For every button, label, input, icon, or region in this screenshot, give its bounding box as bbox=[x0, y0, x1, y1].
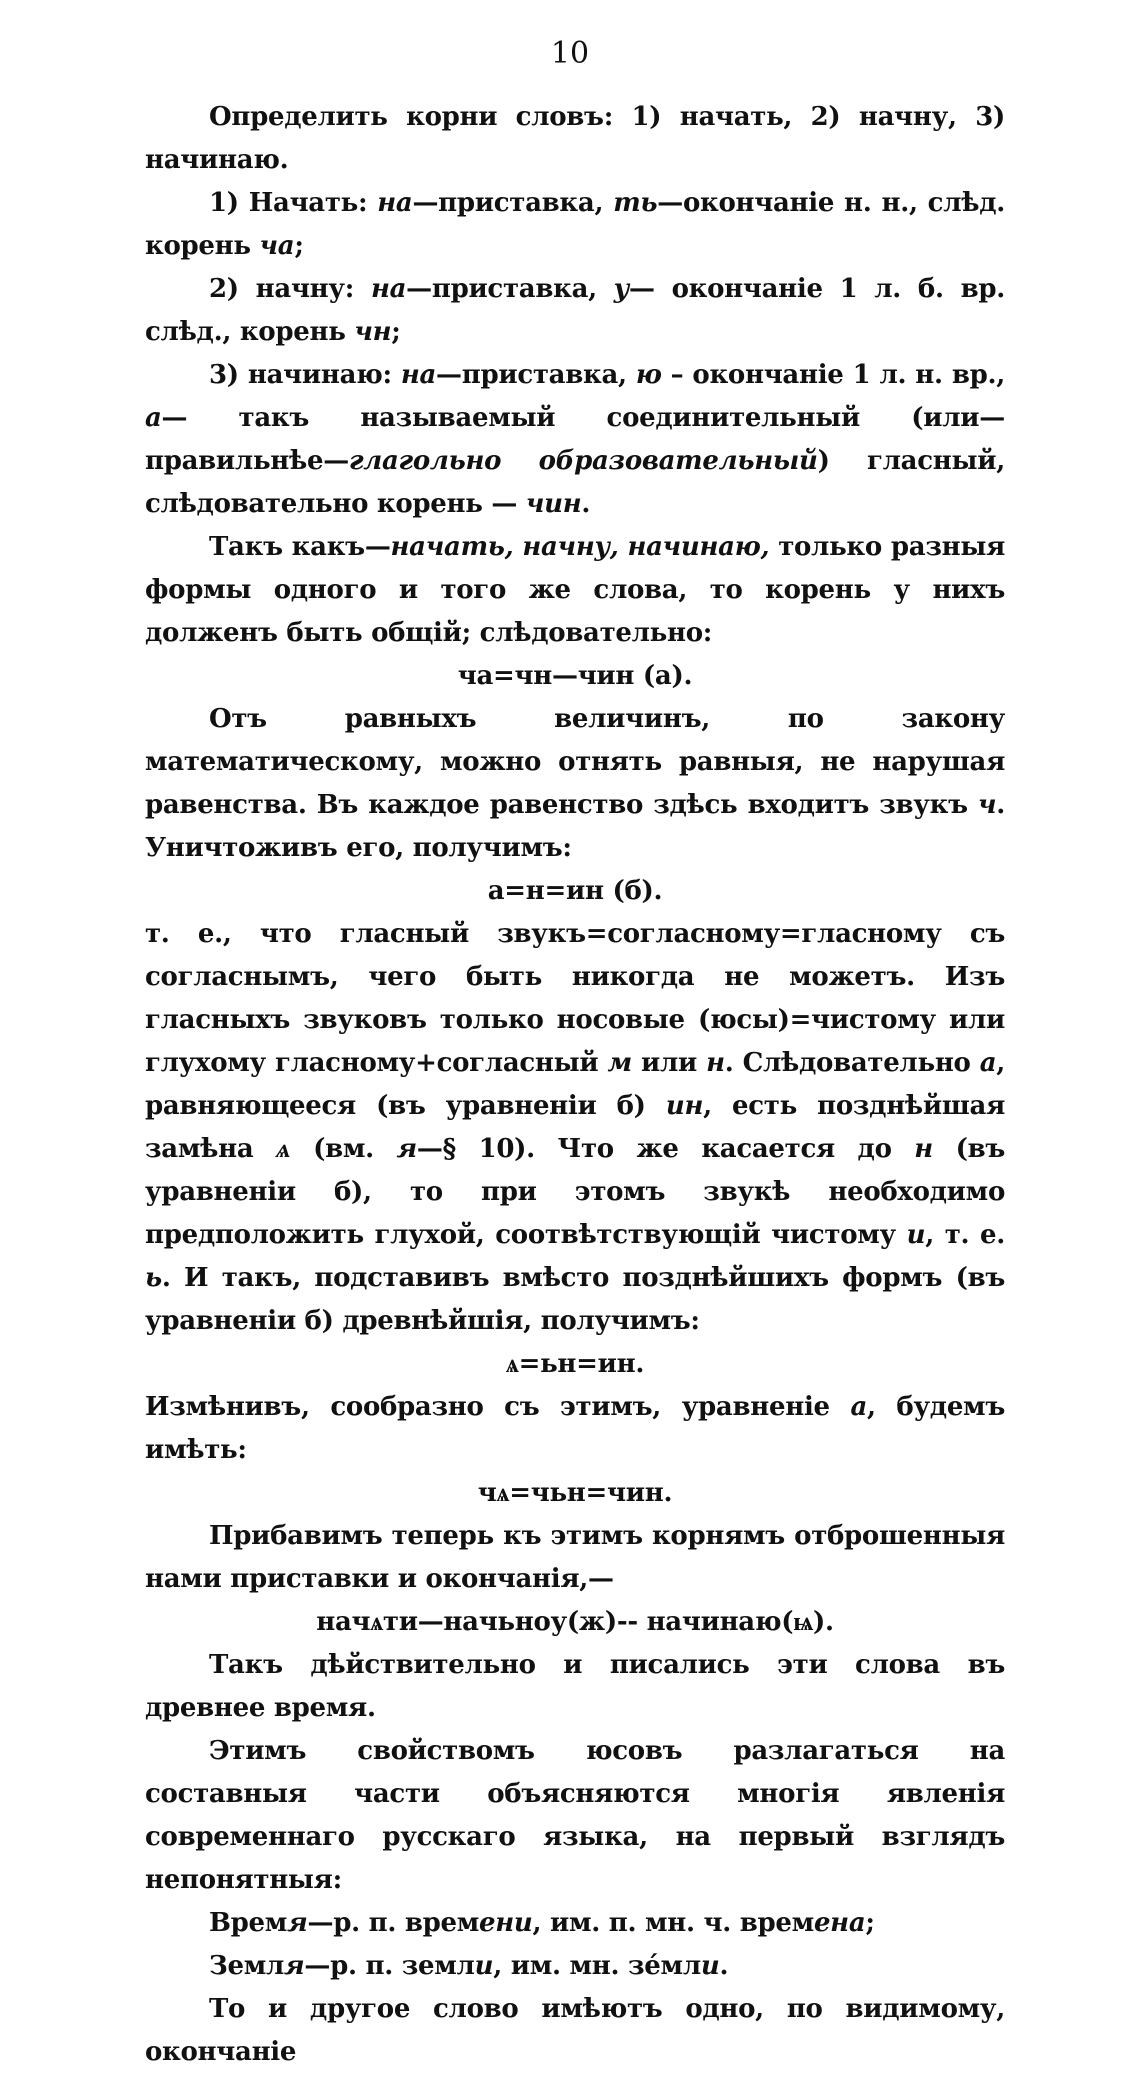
equation-c: ѧ=ьн=ин. bbox=[505, 1349, 645, 1379]
paragraph-1: 1) Начать: на—приставка, ть—окончаніе н. н., слѣд. корень ча; bbox=[145, 188, 1006, 261]
page-text bbox=[145, 96, 1005, 2074]
paragraph-4: Такъ какъ—начать, начну, начинаю, только разныя формы одного и того же слова, то корень у нихъ долженъ быть общій; слѣдовательно: bbox=[145, 532, 1006, 648]
equation-e: начѧти—начьноу(ж)-- начинаю(ѩ). bbox=[316, 1607, 834, 1637]
paragraph-7: Измѣнивъ, сообразно съ этимъ, уравненіе а, будемъ имѣть: bbox=[145, 1392, 1005, 1465]
page-number: 10 bbox=[550, 36, 590, 71]
paragraph-5: Отъ равныхъ величинъ, по закону математическому, можно отнять равныя, не нарушая равенства. Въ каждое равенство здѣсь входитъ звукъ ч. Уничтоживъ его, получимъ: bbox=[145, 704, 1005, 863]
paragraph-3: 3) начинаю: на—приставка, ю – окончаніе 1 л. н. вр., а— такъ называемый соединительный (или—правильнѣе—глагольно образовательный) гласный, слѣдовательно корень — чин. bbox=[145, 360, 1005, 519]
example-2: Земля—р. п. земли, им. мн. зе́мли. bbox=[209, 1951, 729, 1981]
paragraph-6: т. е., что гласный звукъ=согласному=гласному съ согласнымъ, чего быть никогда не можетъ. Изъ гласныхъ звуковъ только носовые (юсы)=чистому или глухому гласному+согласный м или н. Слѣдовательно а, равняющееся (въ уравненіи б) ин, есть позднѣйшая замѣна ѧ (вм. я—§ 10). Что же касается до н (въ уравненіи б), то при этомъ звукѣ необходимо предположить глухой, соотвѣтствующій чистому и, т. е. ь. И такъ, подставивъ вмѣсто позднѣйшихъ формъ (въ уравненіи б) древнѣйшія, получимъ: bbox=[145, 919, 1005, 1336]
equation-a: ча=чн—чин (а). bbox=[457, 661, 693, 691]
paragraph-10: Этимъ свойствомъ юсовъ разлагаться на составныя части объясняются многія явленія современнаго русскаго языка, на первый взглядъ непонятныя: bbox=[145, 1736, 1005, 1895]
example-1: Время—р. п. времени, им. п. мн. ч. времена; bbox=[209, 1908, 875, 1938]
equation-b: а=н=ин (б). bbox=[487, 876, 663, 906]
paragraph-8: Прибавимъ теперь къ этимъ корнямъ отброшенныя нами приставки и окончанія,— bbox=[145, 1521, 1005, 1594]
paragraph-intro: Определить корни словъ: 1) начать, 2) начну, 3) начинаю. bbox=[145, 102, 1005, 175]
paragraph-9: Такъ дѣйствительно и писались эти слова въ древнее время. bbox=[145, 1650, 1005, 1723]
equation-d: чѧ=чьн=чин. bbox=[477, 1478, 673, 1508]
paragraph-11: То и другое слово имѣютъ одно, по видимому, окончаніе bbox=[145, 1994, 1005, 2067]
paragraph-2: 2) начну: на—приставка, у— окончаніе 1 л. б. вр. слѣд., корень чн; bbox=[145, 274, 1005, 347]
